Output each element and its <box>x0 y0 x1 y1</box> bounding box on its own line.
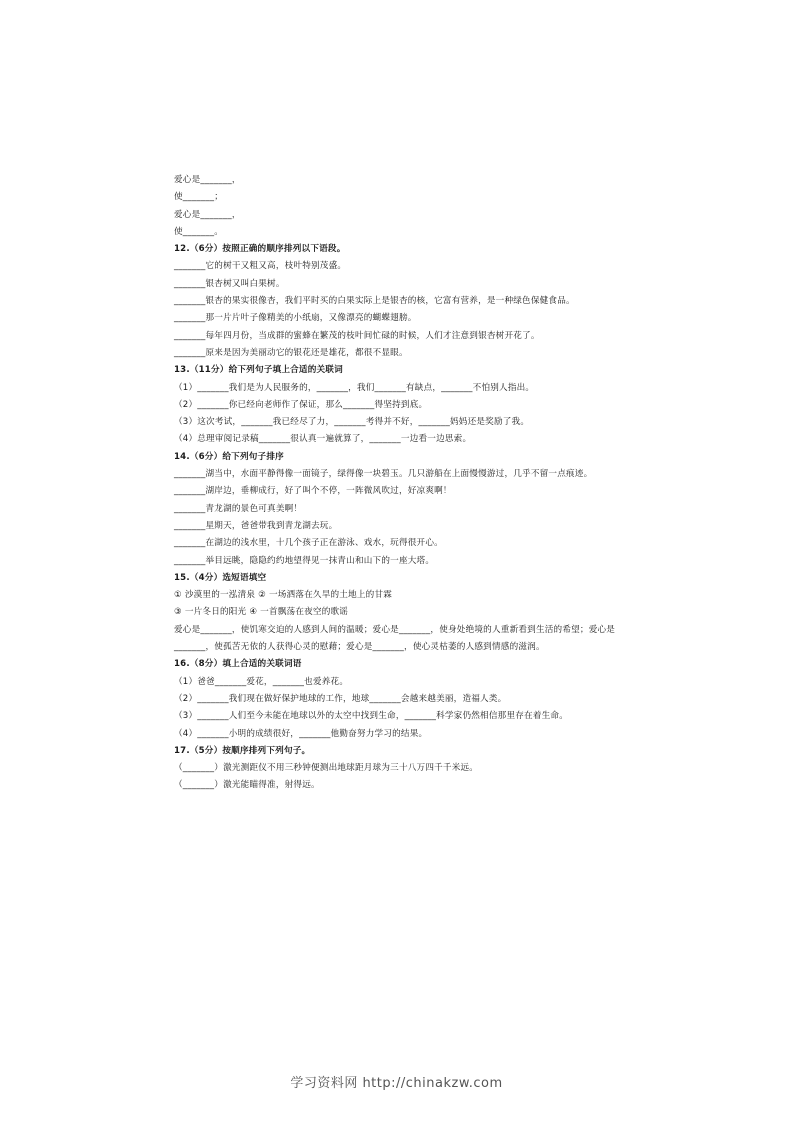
text-line: 爱心是_______， <box>174 175 241 185</box>
footer-watermark: 学习资料网 http://chinakzw.com <box>290 1076 503 1091</box>
text-line: _______银杏的果实很像杏，我们平时买的白果实际上是银杏的核，它富有营养，是一种绿色保健食品。 <box>174 296 575 307</box>
option-line: ③ 一片冬日的阳光 ④ 一首飘荡在夜空的歌谣 <box>174 607 349 618</box>
text-line: （3）这次考试，_______我已经尽了力，_______考得并不好，_______妈妈还是奖励了我。 <box>174 417 530 428</box>
text-line: （1）爸爸_______爱花，_______也爱养花。 <box>174 676 349 687</box>
text-line: （3）_______人们至今未能在地球以外的太空中找到生命，_______科学家仍然相信那里存在着生命。 <box>174 711 568 722</box>
text-line: 爱心是_______，使饥寒交迫的人感到人间的温暖；爱心是_______，使身处绝境的人重新看到生活的希望；爱心是_______，使孤苦无依的人获得心灵的慰藉；爱心是_______，使心灵枯萎的人感到情感的滋润。 <box>174 624 616 653</box>
text-line: _______那一片片叶子像精美的小纸扇，又像漂亮的蝴蝶翅膀。 <box>174 313 417 324</box>
text-line: 使_______； <box>174 192 224 203</box>
text-line: _______举目远眺，隐隐约约地望得见一抹青山和山下的一座大塔。 <box>174 555 435 566</box>
text-line: （_______）激光能瞄得准，射得远。 <box>174 780 320 791</box>
worksheet-text <box>174 172 619 795</box>
text-line: 使_______。 <box>174 226 224 237</box>
text-line: （1）_______我们是为人民服务的，_______，我们_______有缺点，_______不怕别人指出。 <box>174 382 535 393</box>
text-line: _______湖岸边，垂柳成行，好了叫个不停，一阵微风吹过，好凉爽啊！ <box>174 486 452 497</box>
text-line: （4）_______小明的成绩很好，_______他勤奋努力学习的结果。 <box>174 728 428 739</box>
question-heading: 17.（5分）按顺序排列下列句子。 <box>174 745 311 756</box>
question-heading: 16.（8分）填上合适的关联词语 <box>174 659 302 670</box>
text-line: （2）_______我们现在做好保护地球的工作，地球_______会越来越美丽，造福人类。 <box>174 693 507 704</box>
text-line: _______每年四月份，当成群的蜜蜂在繁茂的枝叶间忙碌的时候，人们才注意到银杏树开花了。 <box>174 330 540 341</box>
question-heading: 13.（11分）给下列句子填上合适的关联词 <box>174 365 343 376</box>
text-line: _______它的树干又粗又高，枝叶特别茂盛。 <box>174 261 347 272</box>
text-line: _______原来是因为美丽动它的银花还是雄花，都很不显眼。 <box>174 347 408 358</box>
text-line: 爱心是_______， <box>174 209 241 220</box>
question-heading: 14.（6分）给下列句子排序 <box>174 451 284 462</box>
text-line: _______湖当中，水面平静得像一面镜子，绿得像一块碧玉。几只游船在上面慢慢游过，几乎不留一点痕迹。 <box>174 469 593 480</box>
option-line: ① 沙漠里的一泓清泉 ② 一场洒落在久旱的土地上的甘霖 <box>174 590 393 601</box>
question-heading: 12.（6分）按照正确的顺序排列以下语段。 <box>174 244 346 255</box>
text-line: （_______）激光测距仪不用三秒钟便测出地球距月球为三十八万四千千米远。 <box>174 763 479 774</box>
text-line: _______银杏树又叫白果树。 <box>174 278 285 289</box>
text-line: （4）总理审阅记录稿_______很认真一遍就算了，_______一边看一边思索。 <box>174 434 472 445</box>
text-line: _______青龙湖的景色可真美啊！ <box>174 503 303 514</box>
question-heading: 15.（4分）选短语填空 <box>174 572 267 583</box>
text-line: （2）_______你已经向老师作了保证，那么_______得坚持到底。 <box>174 399 428 410</box>
text-line: _______星期天，爸爸带我到青龙湖去玩。 <box>174 520 338 531</box>
text-line: _______在湖边的浅水里，十几个孩子正在游泳、戏水，玩得很开心。 <box>174 538 443 549</box>
